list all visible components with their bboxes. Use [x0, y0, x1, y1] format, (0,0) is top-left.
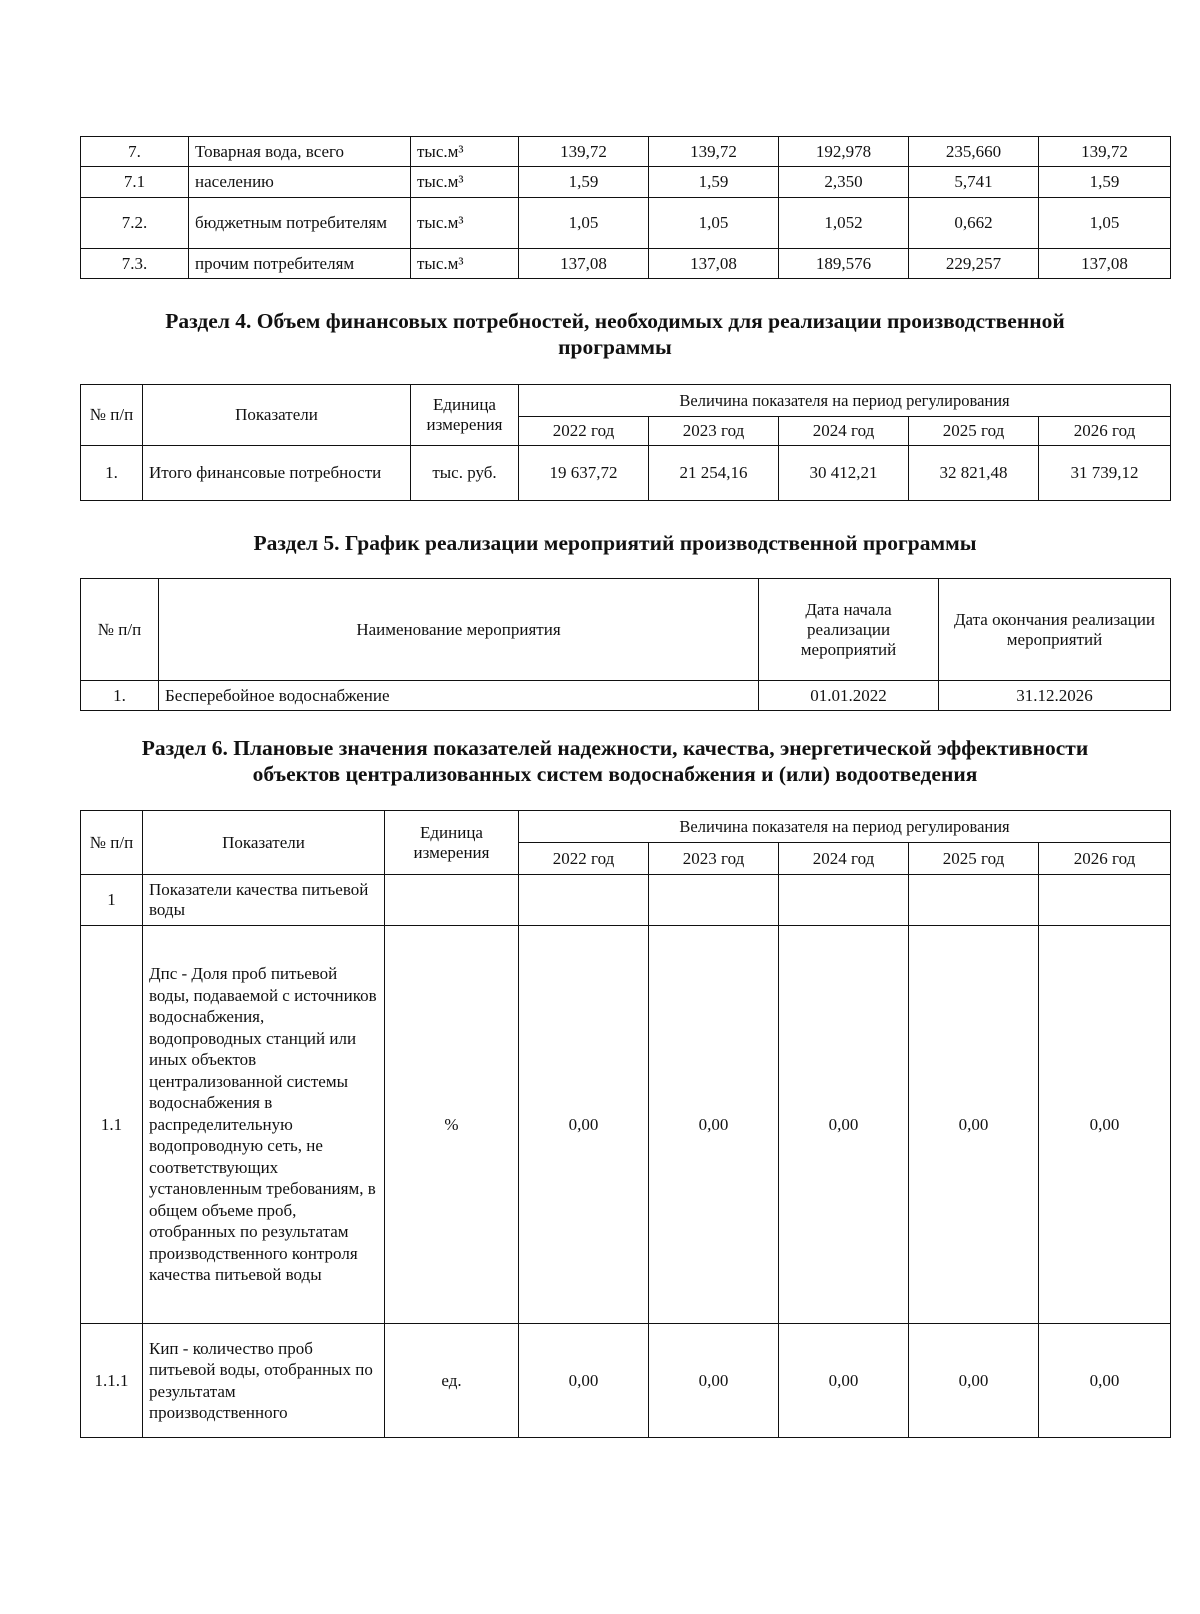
table-financial-needs: [80, 384, 1171, 501]
table-commercial-water: [80, 136, 1171, 279]
table-planned-indicators: [80, 810, 1171, 1438]
table-header-row: № п/п Наименование мероприятия Дата начала реализации мероприятий Дата окончания реализации мероприятий: [81, 579, 1171, 681]
table-row: 7.2. бюджетным потребителям тыс.м³ 1,05 1,05 1,052 0,662 1,05: [81, 198, 1171, 249]
table-header-row: 2022 год 2023 год 2024 год 2025 год 2026 год: [81, 843, 1171, 875]
section-6-heading: Раздел 6. Плановые значения показателей надежности, качества, энергетической эффективности объектов централизованных систем водоснабжения и (или) водоотведения: [141, 736, 1089, 786]
table-row: 1.1 Дпс - Доля проб питьевой воды, подаваемой с источников водоснабжения, водопроводных станций или иных объектов централизованной системы водоснабжения в распределительную водопроводную сеть, не соответствующих установленным требованиям, в общем объеме проб, отобранных по результатам производственного контроля качества питьевой воды % 0,00 0,00 0,00 0,00 0,00: [81, 926, 1171, 1324]
section-4-heading: Раздел 4. Объем финансовых потребностей, необходимых для реализации производственной программы: [165, 309, 1065, 359]
table-schedule: [80, 578, 1171, 711]
table-row: 1. Бесперебойное водоснабжение 01.01.2022 31.12.2026: [81, 681, 1171, 711]
table-header-row: № п/п Показатели Единица измерения Величина показателя на период регулирования: [81, 385, 1171, 417]
table-row: 7.1 населению тыс.м³ 1,59 1,59 2,350 5,741 1,59: [81, 167, 1171, 198]
table-row: 1 Показатели качества питьевой воды: [81, 875, 1171, 926]
section-5-heading: Раздел 5. График реализации мероприятий производственной программы: [253, 531, 977, 555]
table-row: 7.3. прочим потребителям тыс.м³ 137,08 137,08 189,576 229,257 137,08: [81, 249, 1171, 279]
table-row: 1. Итого финансовые потребности тыс. руб. 19 637,72 21 254,16 30 412,21 32 821,48 31 739,12: [81, 446, 1171, 501]
table-row: 1.1.1 Кип - количество проб питьевой воды, отобранных по результатам производственного ед. 0,00 0,00 0,00 0,00 0,00: [81, 1324, 1171, 1438]
table-header-row: № п/п Показатели Единица измерения Величина показателя на период регулирования: [81, 811, 1171, 843]
table-row: 7. Товарная вода, всего тыс.м³ 139,72 139,72 192,978 235,660 139,72: [81, 137, 1171, 167]
table-header-row: 2022 год 2023 год 2024 год 2025 год 2026 год: [81, 417, 1171, 446]
